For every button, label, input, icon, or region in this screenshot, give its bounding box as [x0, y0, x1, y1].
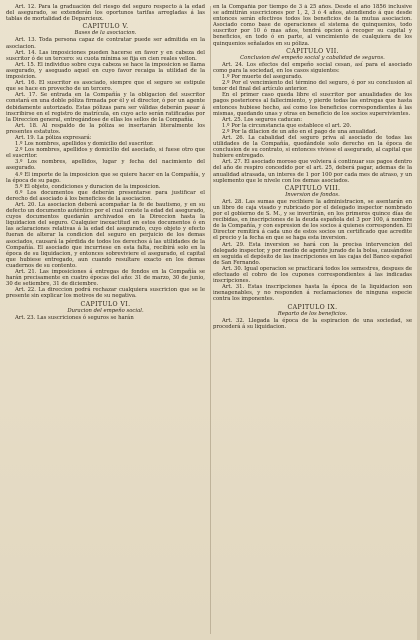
paragraph: 3.º Los nombres, apellidos, lugar y fecha del nacimiento del asegurado. [6, 159, 205, 172]
paragraph: Art. 29. Esta inversion se hará con la precisa intervencion del delegado inspector, y por medio de agente jurado de la bolsa, causándose en seguida el depósito de las inscripciones en las cajas del Banco español de San Fernando. [213, 241, 412, 266]
paragraph: Art. 15. El individuo sobre cuya cabeza se hace la imposicion se llama asegurado, y aseguado aquel en cuyo favor recaiga la utilidad de la imposicion. [6, 61, 205, 81]
chapter-heading: CAPITULO VII. [286, 47, 339, 55]
chapter-heading: CAPITULO VIII. [284, 184, 341, 192]
chapter-subtitle: Bases de la asociacion. [74, 30, 137, 37]
column-divider [210, 6, 211, 634]
chapter-subtitle: Conclusion del empeño social y cabalidad de seguros. [240, 54, 385, 61]
chapter-subtitle: Inversion de fondos. [285, 191, 340, 198]
paragraph: Art. 19. La póliza expresará: [15, 134, 92, 141]
paragraph: Art. 23. Las suscriciones ó seguros se harán [15, 314, 134, 321]
paragraph: 2.º Por el vencimiento del término del seguro, ó por su conclusion al tenor del final del artículo anterior. [213, 80, 412, 93]
paragraph: 2.º Por la dilacion de un año en el pago de una anualidad. [222, 128, 378, 135]
paragraph: 4.º El importe de la imposicion que se quiere hacer en la Compañía, y la época de su pago. [6, 171, 205, 184]
paragraph: Art. 13. Toda persona capaz de contratar puede ser admitida en la asociacion. [6, 37, 205, 50]
chapter-heading: CAPITULO IX. [287, 303, 338, 311]
paragraph: 2.º Los nombres, apellidos y domicilio del asociado, si fuese otro que el suscritor. [6, 147, 205, 160]
paragraph: Art. 12. Para la graduación del riesgo del seguro respecto á la edad del asegurado, se extenderán los oportunos tarifas arregladas á las tablas de mortalidad de Deparcieux. [6, 4, 205, 23]
paragraph: 6.º Los documentos que deberán presentarse para justificar el derecho del asociado á los beneficios de la asociacion. [6, 189, 205, 202]
paragraph: Art. 21. Las imposiciones á entregas de fondos en la Compañía se harán precisamente en cuatro épocas del año: 31 de marzo, 30 de junio, 30 de setiembre, 31 de diciembre. [6, 269, 205, 288]
chapter-heading: CAPITULO VI. [80, 300, 131, 308]
paragraph: Art. 24. Los efectos del empeño social cesan, así para el asociado como para la sociedad, en los casos siguientes: [213, 61, 412, 74]
paragraph: Art. 27. El asociado moroso que volviera á continuar sus pagos dentro del año de respiro concedido por el art. 25, deberá pagar, ademas de la anualidad atrasada, un interes de 1 por 100 por cada mes de atraso, y un suplemento que le nivele con los demas asociados. [213, 159, 412, 184]
paragraph: En el primer caso queda libre el suscritor por anualidades de los pagos posteriores al fallecimiento, y pierde todas las entregas que hasta entonces hubiese hecho, así como los beneficios correspondientes á las mismas, quedando unas y otras en beneficio de los socios supervivientes. [213, 92, 412, 117]
paragraph: Art. 20. La asociacion deberá acompañar la fe de bautismo, y en su defecto un documento auténtico por el cual conste la edad del asegurado, cuyos documentos quedarán archivados en la Direccion hasta la liquidacion del seguro. Cualquier inexactitud en estos documentos ó en las aclaraciones relativas á la edad del asegurado, cuyo objeto y efecto fueran de alterar la condicion del seguro en perjuicio de los demas asociados, causará la pérdida de todos los derechos á las utilidades de la Compañía. El asociado que incurriese en esta falta, recibirá solo en la época de su liquidacion, y entonces sobreviviere el asegurado, el capital que hubiese entregado, aun cuando resultare exacto en los demas cuadernos de su contento. [6, 202, 205, 269]
paragraph: 1.º Los nombres, apellidos y domicilio del suscritor. [15, 141, 154, 148]
chapter-heading: CAPITULO V. [82, 23, 129, 31]
paragraph: en la Compañía por tiempo de 3 á 25 años. Desde el año 1856 inclusive se admitirán suscriciones por 1, 2, 3 ó 4 años, atendiendo á que desde entonces serán efectivos todos los beneficios de la mutua asociacion. Asociado como base de operaciones el sistema de quinquenios, todo suscritor por 10 ó mas años, tendrá opcion á recoger su capital y beneficios, en todo ó en parte, al vencimiento de cualquiera de los quinquenios señalados en su póliza. [213, 4, 412, 47]
paragraph: Art. 16. El suscritor es asociado, siempre que el seguro se estipule que se hace en provecho de un tercero. [6, 80, 205, 93]
paragraph: Art. 31. Estas inscripciones hasta la época de la liquidacion son inenagenables, y no responden á reclamaciones de ninguna especie contra los imponentes. [213, 284, 412, 303]
paragraph: Art. 26. La cabalidad del seguro priva al asociado de todas las utilidades de la Compañía, quedándole solo derecho en la época de conclusion de su contrato, si entonces viviese el asegurado, al capital que hubiere entregado. [213, 134, 412, 160]
paragraph: Art. 14. Las imposiciones pueden hacerse en favor y en cabeza del suscritor ó de un tercero: su cuota mínima se fija en cien reales vellon. [6, 49, 205, 62]
chapter-subtitle: Reparto de los beneficios. [277, 310, 348, 317]
left-column [6, 4, 205, 636]
right-column [213, 4, 412, 636]
paragraph: 1.º Por muerte del asegurado. [222, 74, 303, 81]
paragraph: 1.º Por la circunstancia que establece el art. 20. [222, 122, 352, 129]
paragraph: Art. 17. Se entrada en la Compañía y la obligacion del suscritor constará en una doble póliza firmada por él y el director, ó por un agente debidamente autorizado. Estas pólizas para ser válidas deberán pasar á inscribirse en el registro de matrícula, en cuyo acto serán ratificadas por la Direccion general, entregándose de ellas los sellos de la Compañía. [6, 92, 205, 123]
paragraph: 5.º El objeto, condiciones y duracion de la imposicion. [15, 183, 161, 190]
paragraph: Art. 25. Los seguros caducan: [222, 116, 303, 123]
paragraph: Art. 30. Igual operacion se practicará todos los semestres, despues de efectuado el cobro de los cupones correspondientes á las indicadas inscripciones. [213, 265, 412, 285]
paragraph: Art. 28. Las sumas que recibiere la administracion, se asentarán en un libro de caja visado y rubricado por el delegado inspector nombrado por el gobierno de S. M., y se invertirán, en los primeros quince días de recibidas, en inscripciones de la deuda española del 3 por 100, á nombre de la Compañía, y con espresion de los socios á quienes corresponden. El Director remitirá á cada uno de estos socios un certificado que acredite el precio y la fecha en que se haga esta inversion. [213, 198, 412, 242]
paragraph: Art. 32. Llegada la época de la espiracion de una sociedad, se procederá á su liquidacion. [213, 317, 412, 330]
paragraph: Art. 22. La direccion podrá rechazar cualquiera suscricion que se le presente sin explicar los motivos de su negativa. [6, 287, 205, 300]
paragraph: Art. 18. Al respaldo de la póliza se insertarán literalmente los presentes estatutos. [6, 122, 205, 135]
chapter-subtitle: Duracion del empeño social. [67, 307, 144, 314]
